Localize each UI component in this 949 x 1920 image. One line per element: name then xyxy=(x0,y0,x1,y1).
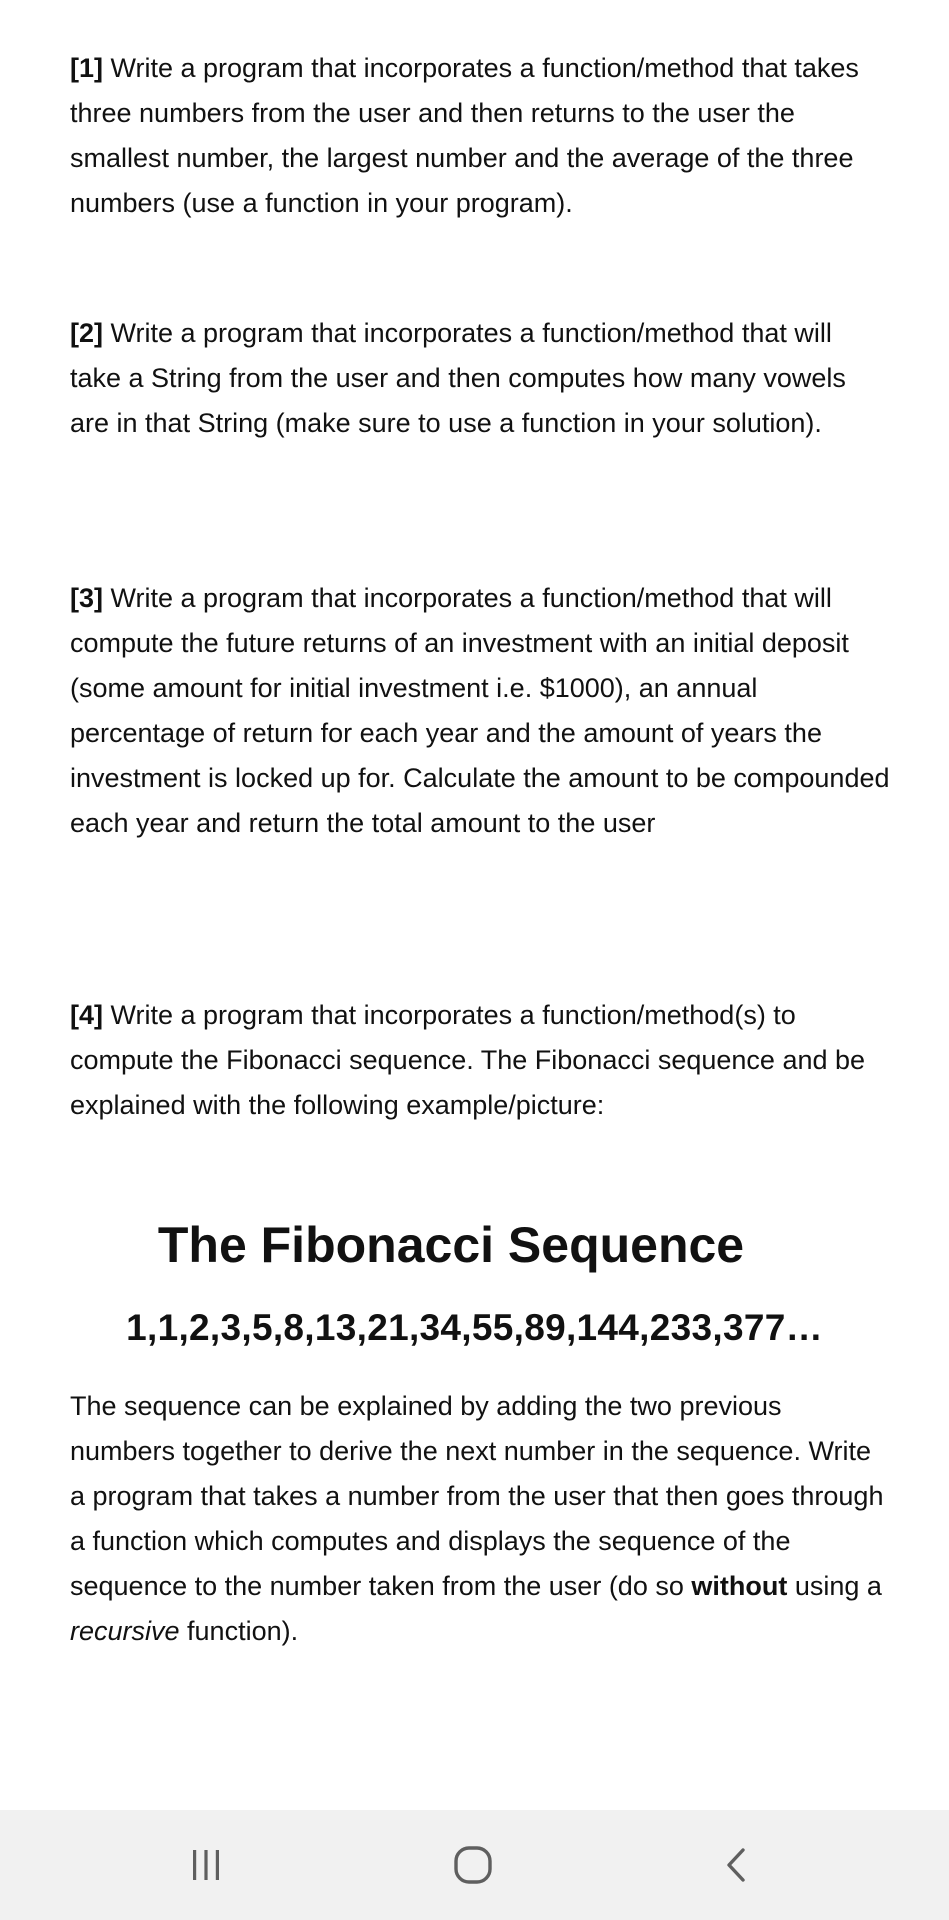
question-2 xyxy=(70,311,890,446)
home-icon xyxy=(451,1843,495,1887)
explanation-bold-text: without xyxy=(691,1571,788,1601)
question-text: Write a program that incorporates a function/method that will take a String from the user and then computes how many vowels are in that String (make sure to use a function in your solution). xyxy=(70,318,846,438)
explanation-text: The sequence can be explained by adding the two previous numbers together to derive the next number in the sequence. Write a program that takes a number from the user that then goes through a function which computes and displays the sequence of the sequence to the number taken from the user (do so xyxy=(70,1391,884,1601)
question-3 xyxy=(70,576,890,846)
recent-apps-button[interactable] xyxy=(146,1810,266,1920)
question-number: [2] xyxy=(70,318,103,348)
back-icon xyxy=(717,1845,757,1885)
navigation-bar xyxy=(0,1810,949,1920)
question-number: [3] xyxy=(70,583,103,613)
question-1 xyxy=(70,46,890,226)
fibonacci-image-title: The Fibonacci Sequence xyxy=(157,1217,745,1273)
question-text: Write a program that incorporates a function/method that will compute the future returns of an investment with an initial deposit (some amount for initial investment i.e. $1000), an annual percentage of return for each year and the amount of years the investment is locked up for. Calculate the amount to be compounded each year and return the total amount to the user xyxy=(70,583,890,838)
question-number: [1] xyxy=(70,53,103,83)
question-4 xyxy=(70,993,890,1128)
explanation-paragraph xyxy=(70,1384,890,1654)
explanation-text: function). xyxy=(179,1616,299,1646)
question-number: [4] xyxy=(70,1000,103,1030)
question-text: Write a program that incorporates a function/method that takes three numbers from the user and then returns to the user the smallest number, the largest number and the average of the three numbers (use a function in your program). xyxy=(70,53,859,218)
back-button[interactable] xyxy=(677,1810,797,1920)
fibonacci-image-sequence: 1,1,2,3,5,8,13,21,34,55,89,144,233,377… xyxy=(126,1307,823,1348)
explanation-text: using a xyxy=(787,1571,882,1601)
recent-apps-icon xyxy=(186,1845,226,1885)
explanation-italic-text: recursive xyxy=(70,1616,180,1646)
home-button[interactable] xyxy=(413,1810,533,1920)
question-text: Write a program that incorporates a function/method(s) to compute the Fibonacci sequence. The Fibonacci sequence and be explained with the following example/picture: xyxy=(70,1000,866,1120)
